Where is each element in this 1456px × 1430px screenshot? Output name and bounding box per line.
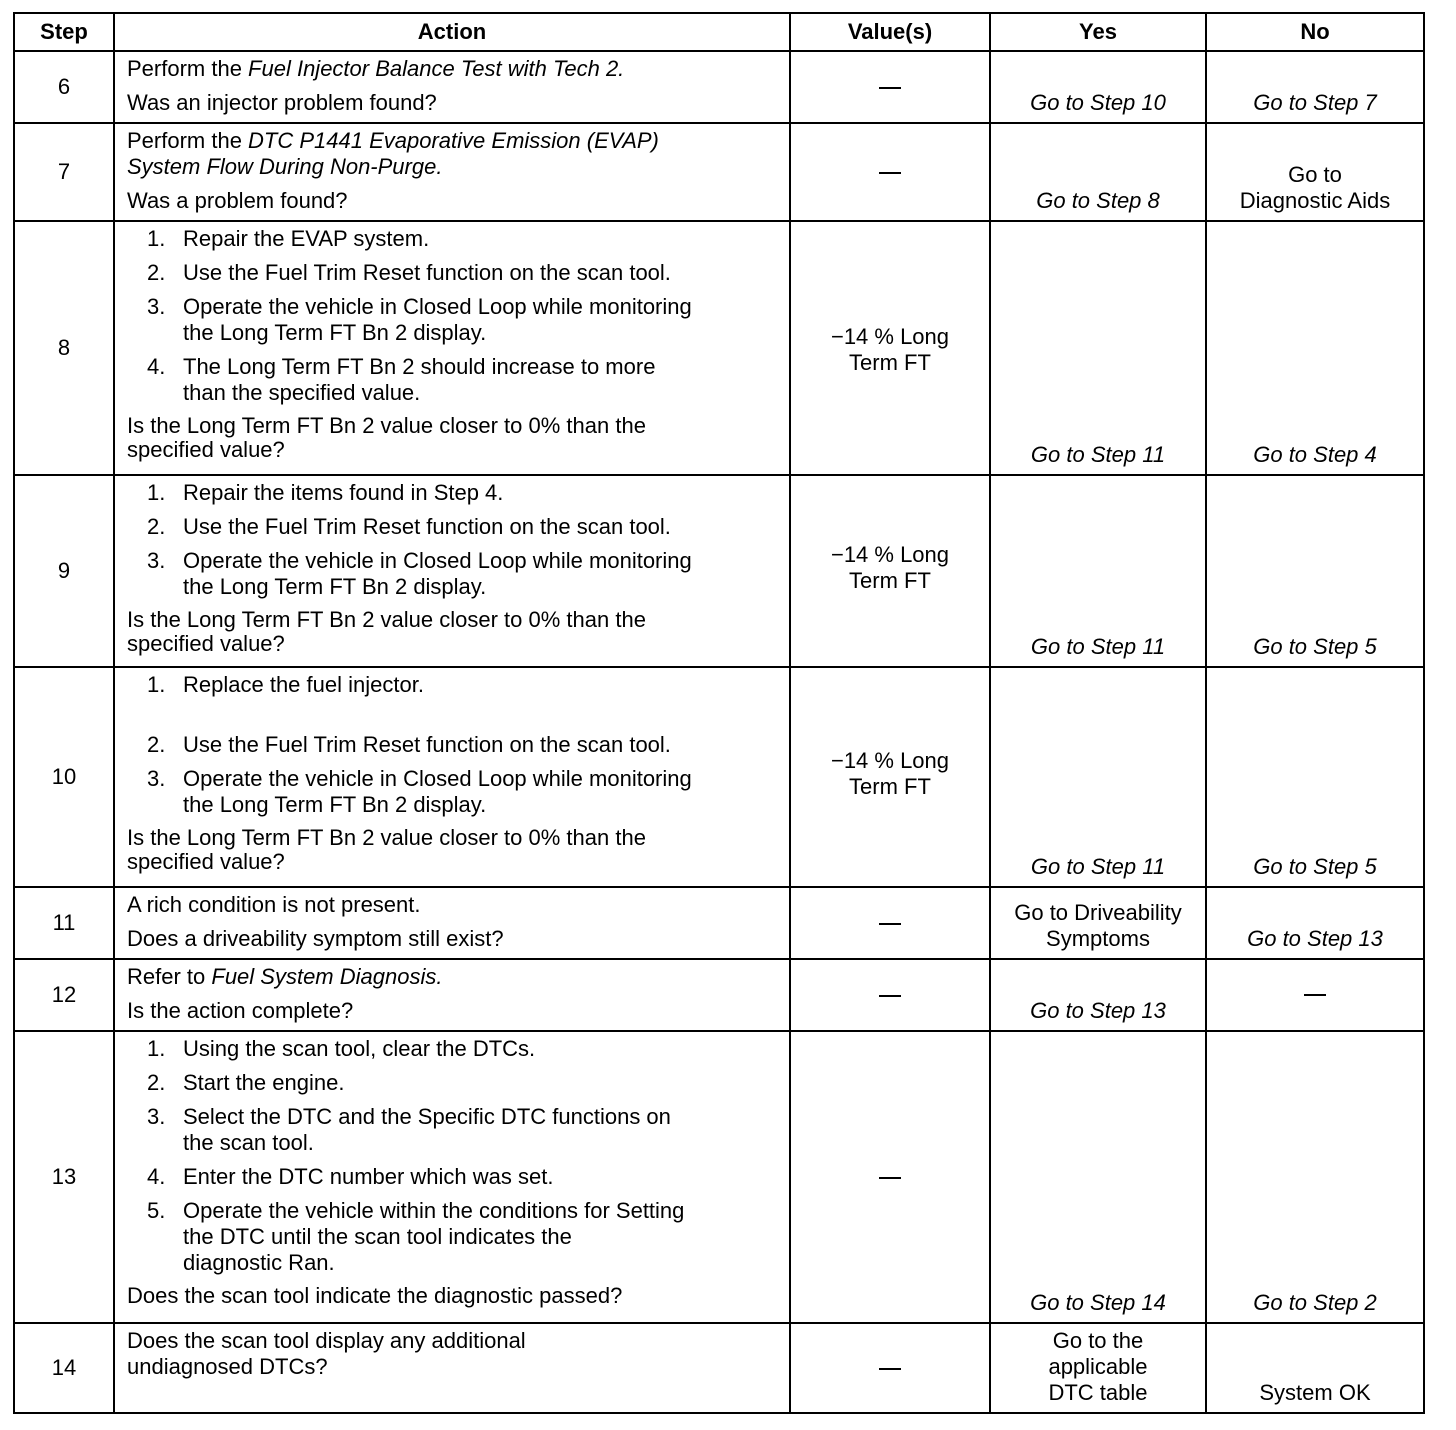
procedure-name: Fuel Injector Balance Test with Tech 2. (248, 56, 625, 81)
dash-mark (879, 995, 901, 997)
value-cell (790, 51, 990, 123)
list-item: 1. Repair the items found in Step 4. (147, 480, 504, 505)
no-link[interactable]: Go to (1288, 162, 1342, 187)
no-link-cont[interactable]: Diagnostic Aids (1239, 188, 1391, 213)
table-row (14, 1031, 1424, 1323)
action-list (127, 672, 781, 818)
dash-mark (1304, 994, 1326, 996)
value-text: −14 % Long (830, 748, 950, 773)
header-no: No (1206, 13, 1424, 51)
procedure-name: Fuel System Diagnosis. (211, 964, 443, 989)
yes-link[interactable]: Go to Step 14 (1030, 1290, 1166, 1315)
value-text: −14 % Long (830, 324, 950, 349)
no-cell (1206, 221, 1424, 475)
value-cell (790, 887, 990, 959)
table-row (14, 221, 1424, 475)
question-text-cont: specified value? (127, 437, 285, 462)
action-cell (114, 667, 790, 887)
no-cell (1206, 1323, 1424, 1413)
list-item: 3. Operate the vehicle in Closed Loop while monitoring the Long Term FT Bn 2 display. (147, 548, 692, 599)
yes-link-cont[interactable]: applicable (1048, 1354, 1148, 1379)
value-text: −14 % Long (830, 542, 950, 567)
header-values: Value(s) (790, 13, 990, 51)
value-cell (790, 475, 990, 667)
yes-link[interactable]: Go to Step 11 (1030, 634, 1166, 659)
question-text: Was an injector problem found? (127, 90, 437, 115)
question-text: Is the Long Term FT Bn 2 value closer to 0% than the (127, 413, 646, 438)
action-cell (114, 51, 790, 123)
list-item: 2. Use the Fuel Trim Reset function on the scan tool. (147, 260, 671, 285)
action-text: Perform the (127, 128, 249, 153)
value-text-cont: Term FT (849, 774, 931, 799)
value-cell (790, 1323, 990, 1413)
no-result: System OK (1259, 1380, 1371, 1405)
action-text: A rich condition is not present. (127, 892, 421, 917)
header-action: Action (114, 13, 790, 51)
no-cell (1206, 123, 1424, 221)
question-text: Does the scan tool display any additional (127, 1328, 526, 1353)
value-cell (790, 221, 990, 475)
yes-link[interactable]: Go to Step 11 (1030, 854, 1166, 879)
dash-mark (879, 1177, 901, 1179)
action-cell (114, 959, 790, 1031)
list-item: 2. Use the Fuel Trim Reset function on the scan tool. (147, 514, 671, 539)
yes-link[interactable]: Go to Step 13 (1030, 998, 1166, 1023)
question-text: Does a driveability symptom still exist? (127, 926, 504, 951)
list-item: 5. Operate the vehicle within the conditions for Setting the DTC until the scan tool indicates the diagnostic Ran. (147, 1198, 685, 1275)
action-cell (114, 475, 790, 667)
yes-cell (990, 1031, 1206, 1323)
no-link[interactable]: Go to Step 4 (1253, 442, 1377, 467)
dash-mark (879, 172, 901, 174)
procedure-name: DTC P1441 Evaporative Emission (EVAP) (248, 128, 659, 153)
yes-cell (990, 123, 1206, 221)
list-item: 2. Start the engine. (147, 1070, 345, 1095)
no-link[interactable]: Go to Step 7 (1253, 90, 1377, 115)
yes-cell (990, 959, 1206, 1031)
header-step: Step (14, 13, 114, 51)
list-item: 3. Operate the vehicle in Closed Loop while monitoring the Long Term FT Bn 2 display. (147, 294, 692, 345)
yes-cell (990, 1323, 1206, 1413)
no-cell (1206, 475, 1424, 667)
yes-link[interactable]: Go to Driveability (1014, 900, 1182, 925)
value-cell (790, 1031, 990, 1323)
step-number: 13 (14, 1031, 114, 1323)
step-number: 7 (14, 123, 114, 221)
value-text-cont: Term FT (849, 350, 931, 375)
header-yes: Yes (990, 13, 1206, 51)
question-text-cont: specified value? (127, 849, 285, 874)
step-number: 9 (14, 475, 114, 667)
table-row (14, 887, 1424, 959)
table-row (14, 475, 1424, 667)
step-number: 10 (14, 667, 114, 887)
table-row (14, 959, 1424, 1031)
list-item: 3. Operate the vehicle in Closed Loop while monitoring the Long Term FT Bn 2 display. (147, 766, 692, 817)
question-text: Is the action complete? (127, 998, 354, 1023)
diagnostic-table (13, 12, 1425, 1414)
no-cell (1206, 887, 1424, 959)
question-text: Does the scan tool indicate the diagnostic passed? (127, 1283, 623, 1308)
table-row (14, 123, 1424, 221)
dash-mark (879, 87, 901, 89)
action-cell (114, 1323, 790, 1413)
yes-link[interactable]: Go to the (1052, 1328, 1144, 1353)
yes-link-cont[interactable]: DTC table (1048, 1380, 1148, 1405)
no-cell (1206, 51, 1424, 123)
list-item: 1. Repair the EVAP system. (147, 226, 430, 251)
no-cell (1206, 1031, 1424, 1323)
yes-cell (990, 667, 1206, 887)
step-number: 11 (14, 887, 114, 959)
no-link[interactable]: Go to Step 5 (1253, 634, 1377, 659)
list-item: 3. Select the DTC and the Specific DTC functions on the scan tool. (147, 1104, 671, 1155)
no-link[interactable]: Go to Step 2 (1253, 1290, 1377, 1315)
yes-link[interactable]: Go to Step 10 (1030, 90, 1166, 115)
question-text: Was a problem found? (127, 188, 348, 213)
yes-link[interactable]: Go to Step 8 (1036, 188, 1160, 213)
action-list (127, 480, 781, 600)
action-list (127, 1036, 781, 1276)
question-text-cont: specified value? (127, 631, 285, 656)
list-item: 1. Replace the fuel injector. (147, 672, 424, 697)
question-text: Is the Long Term FT Bn 2 value closer to 0% than the (127, 825, 646, 850)
yes-cell (990, 51, 1206, 123)
yes-cell (990, 475, 1206, 667)
step-number: 14 (14, 1323, 114, 1413)
action-cell (114, 887, 790, 959)
action-text: Refer to (127, 964, 212, 989)
list-item: 2. Use the Fuel Trim Reset function on the scan tool. (147, 732, 671, 757)
table-row (14, 51, 1424, 123)
question-text: Is the Long Term FT Bn 2 value closer to 0% than the (127, 607, 646, 632)
step-number: 12 (14, 959, 114, 1031)
value-cell (790, 959, 990, 1031)
yes-cell (990, 221, 1206, 475)
no-cell (1206, 959, 1424, 1031)
list-item: 1. Using the scan tool, clear the DTCs. (147, 1036, 536, 1061)
header-row (14, 13, 1424, 51)
table-row (14, 1323, 1424, 1413)
yes-link-cont[interactable]: Symptoms (1046, 926, 1150, 951)
step-number: 8 (14, 221, 114, 475)
action-text: Perform the (127, 56, 249, 81)
yes-cell (990, 887, 1206, 959)
no-link[interactable]: Go to Step 13 (1247, 926, 1383, 951)
step-number: 6 (14, 51, 114, 123)
action-cell (114, 1031, 790, 1323)
list-item: 4. The Long Term FT Bn 2 should increase to more than the specified value. (147, 354, 656, 405)
value-cell (790, 667, 990, 887)
value-text-cont: Term FT (849, 568, 931, 593)
yes-link[interactable]: Go to Step 11 (1030, 442, 1166, 467)
action-list (127, 226, 781, 406)
question-text-cont: undiagnosed DTCs? (127, 1354, 328, 1379)
action-cell (114, 221, 790, 475)
list-item: 4. Enter the DTC number which was set. (147, 1164, 554, 1189)
dash-mark (879, 1368, 901, 1370)
procedure-name-cont: System Flow During Non-Purge. (127, 154, 443, 179)
no-link[interactable]: Go to Step 5 (1253, 854, 1377, 879)
no-cell (1206, 667, 1424, 887)
dash-mark (879, 923, 901, 925)
table-row (14, 667, 1424, 887)
action-cell (114, 123, 790, 221)
value-cell (790, 123, 990, 221)
